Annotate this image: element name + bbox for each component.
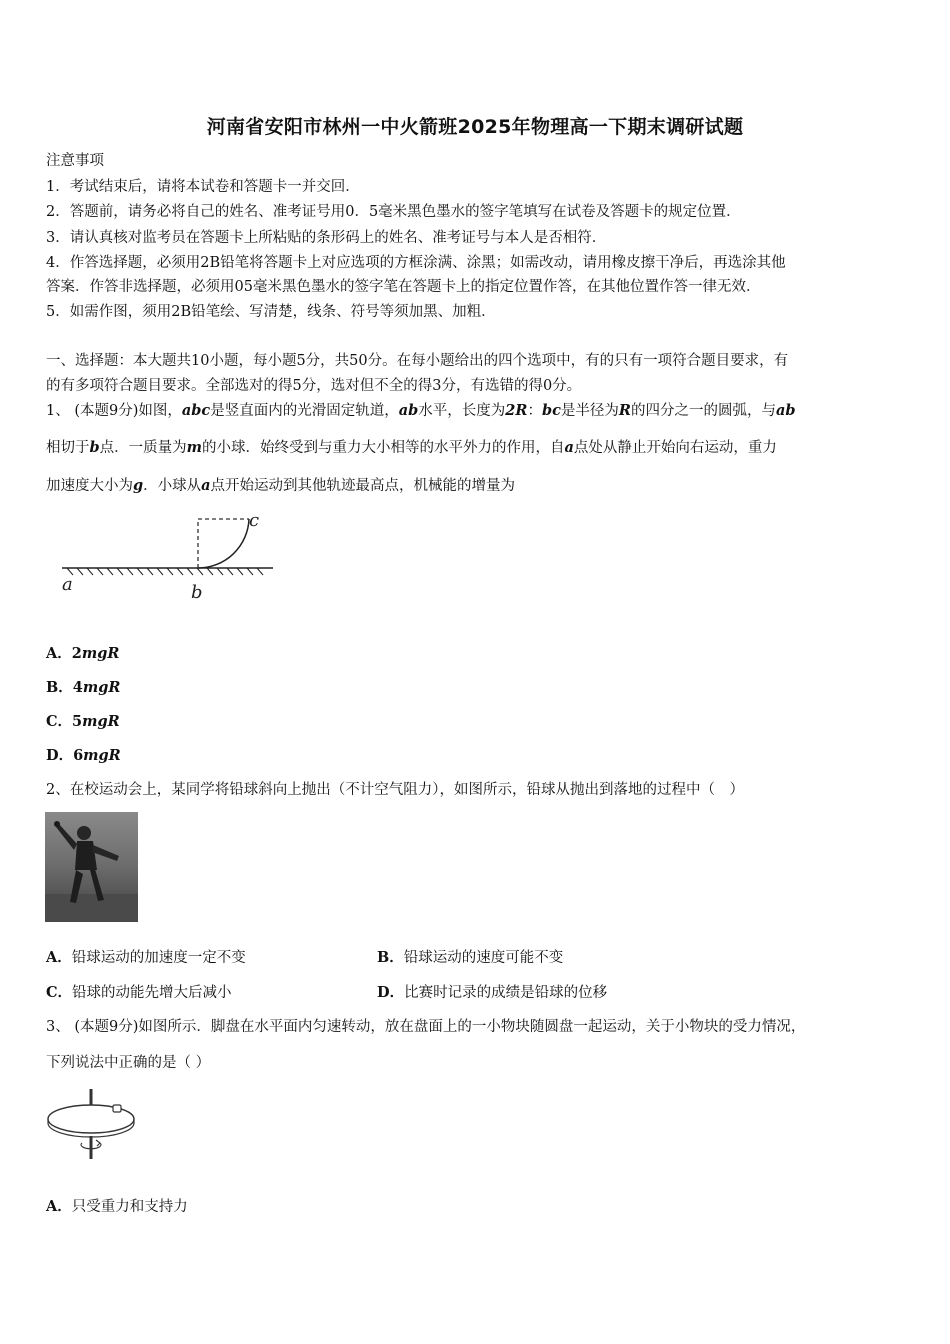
q1-stem-line1: 1、 (本题9分)如图，abc是竖直面内的光滑固定轨道，ab水平，长度为2R：bc是半径为R的四分之一的圆弧，与ab	[46, 402, 796, 419]
q1-option-b[interactable]: B．4mgR	[46, 679, 121, 696]
q2-option-b[interactable]: B．铅球运动的速度可能不变	[377, 949, 564, 966]
notice-item-2: 2．答题前，请务必将自己的姓名、准考证号用0．5毫米黑色墨水的签字笔填写在试卷及答题卡的规定位置．	[46, 204, 741, 220]
q2-option-c[interactable]: C．铅球的动能先增大后减小	[46, 984, 232, 1001]
q1-label-c: c	[249, 510, 260, 531]
q2-option-d[interactable]: D．比赛时记录的成绩是铅球的位移	[377, 984, 608, 1001]
q1-label-a: a	[62, 574, 73, 595]
section-heading-cont: 的有多项符合题目要求。全部选对的得5分，选对但不全的得3分，有选错的得0分。	[46, 378, 582, 394]
q2-stem: 2、在校运动会上，某同学将铅球斜向上抛出（不计空气阻力），如图所示，铅球从抛出到落地的过程中（ ）	[46, 782, 744, 798]
q1-option-a[interactable]: A．2mgR	[46, 645, 120, 662]
page-title: 河南省安阳市林州一中火箭班2025年物理高一下期末调研试题	[206, 116, 744, 138]
q3-rotation-arrowhead	[96, 1140, 100, 1146]
q3-block	[113, 1105, 121, 1112]
notice-item-5: 5．如需作图，须用2B铅笔绘、写清楚，线条、符号等须加黑、加粗．	[46, 304, 496, 320]
q1-ground-hatch	[67, 568, 263, 575]
q1-option-c[interactable]: C．5mgR	[46, 713, 120, 730]
q3-stem-line2: 下列说法中正确的是（ ）	[46, 1055, 211, 1071]
q1-track-figure	[55, 508, 280, 608]
q1-option-d[interactable]: D．6mgR	[46, 747, 121, 764]
q1-arc-bc	[198, 519, 249, 568]
q2-athlete-figure	[45, 812, 138, 922]
notice-item-3: 3．请认真核对监考员在答题卡上所粘贴的条形码上的姓名、准考证号与本人是否相符．	[46, 230, 607, 246]
q3-turntable-figure	[42, 1085, 142, 1163]
q1-stem-line3: 加速度大小为g．小球从a点开始运动到其他轨迹最高点，机械能的增量为	[46, 477, 516, 494]
q3-stem-line1: 3、 (本题9分)如图所示．脚盘在水平面内匀速转动，放在盘面上的一小物块随圆盘一起运动，关于小物块的受力情况，	[46, 1019, 806, 1035]
notice-heading: 注意事项	[46, 153, 104, 169]
q2-option-a[interactable]: A．铅球运动的加速度一定不变	[46, 949, 246, 966]
q1-stem-line2: 相切于b点．一质量为m的小球．始终受到与重力大小相等的水平外力的作用，自a点处从静止开始向右运动，重力	[46, 439, 777, 456]
q3-option-a[interactable]: A．只受重力和支持力	[46, 1198, 188, 1215]
q1-label-b: b	[191, 582, 203, 603]
notice-item-4-cont: 答案．作答非选择题，必须用05毫米黑色墨水的签字笔在答题卡上的指定位置作答，在其他位置作答一律无效．	[46, 279, 761, 295]
q2-shot-put-photo	[45, 812, 138, 922]
section-heading: 一、选择题：本大题共10小题，每小题5分，共50分。在每小题给出的四个选项中，有的只有一项符合题目要求，有	[46, 353, 789, 369]
notice-item-1: 1．考试结束后，请将本试卷和答题卡一并交回．	[46, 179, 360, 195]
notice-item-4: 4．作答选择题，必须用2B铅笔将答题卡上对应选项的方框涂满、涂黑；如需改动，请用橡皮擦干净后，再选涂其他	[46, 255, 786, 271]
